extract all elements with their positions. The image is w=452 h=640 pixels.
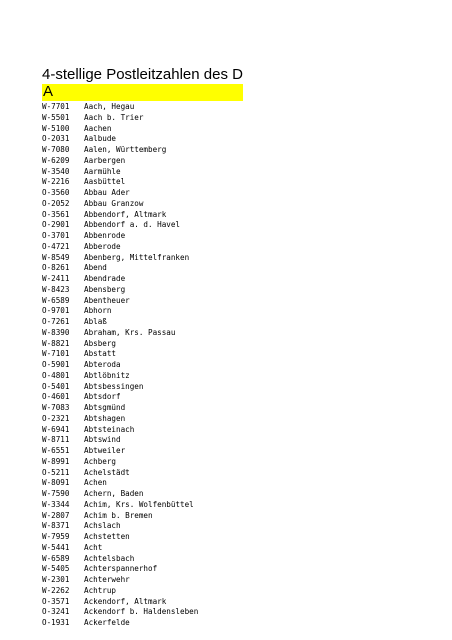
place-name: Abtshagen [84, 413, 126, 423]
postal-code: W-7701 [42, 102, 70, 111]
list-item [42, 167, 198, 178]
list-item [42, 242, 198, 253]
place-name: Acht [84, 542, 103, 552]
place-name: Aach, Hegau [84, 102, 135, 111]
place-name: Achberg [84, 456, 117, 466]
place-name: Abtsdorf [84, 392, 121, 402]
place-name: Abtsgmünd [84, 403, 126, 412]
postal-code: O-2031 [42, 134, 70, 144]
postal-code: W-8711 [42, 435, 70, 445]
postal-code: W-7080 [42, 145, 70, 154]
list-item [42, 371, 198, 382]
list-item [42, 317, 198, 328]
section-letter: A [43, 83, 54, 100]
postal-code: O-3241 [42, 607, 70, 617]
place-name: Abberode [84, 241, 121, 251]
postal-code: W-8371 [42, 521, 70, 531]
postal-code: W-2411 [42, 274, 70, 283]
place-name: Abbendorf a. d. Havel [84, 220, 181, 230]
list-item [42, 253, 198, 264]
place-name: Achen [84, 478, 107, 488]
postal-code: O-2052 [42, 198, 70, 208]
postal-code: W-5100 [42, 123, 70, 133]
postal-code: W-7101 [42, 349, 70, 359]
place-name: Achstetten [84, 532, 130, 541]
list-item [42, 468, 198, 479]
list-item [42, 177, 198, 188]
place-name: Achtelsbach [84, 553, 135, 563]
place-name: Ackendorf b. Haldensleben [84, 607, 199, 617]
place-name: Ackerfelde [84, 618, 130, 627]
place-name: Abhorn [84, 306, 112, 316]
section-letter-bar [42, 84, 243, 101]
list-item [42, 306, 198, 317]
postal-code: O-9701 [42, 306, 70, 316]
list-item [42, 532, 198, 543]
postal-code: W-8091 [42, 478, 70, 488]
postal-code: O-8261 [42, 263, 70, 273]
list-item [42, 145, 198, 156]
place-name: Absberg [84, 338, 117, 348]
postal-code: O-2901 [42, 220, 70, 230]
place-name: Abend [84, 263, 107, 273]
list-item [42, 285, 198, 296]
postal-code: W-2262 [42, 585, 70, 595]
list-item [42, 478, 198, 489]
place-name: Achtrup [84, 585, 117, 595]
postal-code: W-7590 [42, 489, 70, 498]
postal-code: W-6941 [42, 424, 70, 434]
place-name: Abbau Granzow [84, 198, 144, 208]
place-name: Abensberg [84, 284, 126, 294]
postal-code: W-7083 [42, 403, 70, 412]
list-item [42, 446, 198, 457]
place-name: Abraham, Krs. Passau [84, 327, 176, 337]
place-name: Abbau Ader [84, 188, 130, 197]
list-item [42, 414, 198, 425]
list-item [42, 586, 198, 597]
place-name: Achterwehr [84, 575, 130, 584]
postal-code: O-7261 [42, 317, 70, 326]
postal-code: O-3571 [42, 596, 70, 606]
place-name: Aach b. Trier [84, 112, 144, 122]
list-item [42, 607, 198, 618]
place-name: Aarbergen [84, 155, 126, 165]
postal-code: W-2216 [42, 177, 70, 187]
list-item [42, 134, 198, 145]
place-name: Ackendorf, Altmark [84, 596, 167, 606]
list-item [42, 124, 198, 135]
place-name: Aarmühle [84, 166, 121, 176]
place-name: Abstatt [84, 349, 117, 359]
list-item [42, 274, 198, 285]
list-item [42, 457, 198, 468]
postal-code: O-4801 [42, 370, 70, 380]
postal-code: W-5405 [42, 564, 70, 574]
place-name: Abenberg, Mittelfranken [84, 252, 190, 262]
postal-code: W-2807 [42, 510, 70, 520]
place-name: Ablaß [84, 317, 107, 326]
list-item [42, 543, 198, 554]
place-name: Achim b. Bremen [84, 510, 153, 520]
place-name: Aalen, Württemberg [84, 145, 167, 154]
postal-code: W-8390 [42, 327, 70, 337]
postal-code: O-5401 [42, 381, 70, 391]
postal-code: W-8991 [42, 456, 70, 466]
postal-code: W-5501 [42, 112, 70, 122]
place-name: Abbenrode [84, 231, 126, 240]
postal-code: O-3561 [42, 209, 70, 219]
place-name: Achterspannerhof [84, 564, 158, 574]
list-item [42, 564, 198, 575]
place-name: Achim, Krs. Wolfenbüttel [84, 499, 194, 509]
postal-code: O-4601 [42, 392, 70, 402]
postal-code: O-3701 [42, 231, 70, 240]
list-item [42, 511, 198, 522]
list-item [42, 102, 198, 113]
list-item [42, 521, 198, 532]
postal-code: W-6589 [42, 553, 70, 563]
postal-code: O-4721 [42, 241, 70, 251]
list-item [42, 360, 198, 371]
place-name: Abendrade [84, 274, 126, 283]
place-name: Abtswind [84, 435, 121, 445]
postal-code: O-5211 [42, 467, 70, 477]
list-item [42, 199, 198, 210]
list-item [42, 220, 198, 231]
postal-code: W-3540 [42, 166, 70, 176]
postal-code: W-3344 [42, 499, 70, 509]
place-name: Abbendorf, Altmark [84, 209, 167, 219]
list-item [42, 296, 198, 307]
list-item [42, 489, 198, 500]
postal-code: W-2301 [42, 575, 70, 584]
postal-code: W-5441 [42, 542, 70, 552]
list-item [42, 500, 198, 511]
list-item [42, 263, 198, 274]
postal-code: W-8821 [42, 338, 70, 348]
list-item [42, 403, 198, 414]
place-name: Aalbude [84, 134, 117, 144]
place-name: Aasbüttel [84, 177, 126, 187]
place-name: Abtsbessingen [84, 381, 144, 391]
place-name: Abtsteinach [84, 424, 135, 434]
place-name: Achslach [84, 521, 121, 531]
place-name: Abentheuer [84, 295, 130, 305]
list-item [42, 231, 198, 242]
list-item [42, 435, 198, 446]
postal-code: W-8423 [42, 284, 70, 294]
place-name: Achern, Baden [84, 489, 144, 498]
place-name: Abtlöbnitz [84, 370, 130, 380]
list-item [42, 188, 198, 199]
list-item [42, 597, 198, 608]
postal-code: O-1931 [42, 618, 70, 627]
place-name: Abtweiler [84, 446, 126, 455]
postal-code: W-6209 [42, 155, 70, 165]
place-name: Achelstädt [84, 467, 130, 477]
postal-code: W-6589 [42, 295, 70, 305]
list-item [42, 328, 198, 339]
list-item [42, 425, 198, 436]
postal-code: O-2321 [42, 413, 70, 423]
postal-code: W-7959 [42, 532, 70, 541]
list-item [42, 349, 198, 360]
postal-code: W-8549 [42, 252, 70, 262]
postal-code: O-5901 [42, 360, 70, 369]
list-item [42, 382, 198, 393]
list-item [42, 618, 198, 629]
place-name: Aachen [84, 123, 112, 133]
postal-code-list [42, 102, 198, 629]
list-item [42, 210, 198, 221]
page-title: 4-stellige Postleitzahlen des D [42, 66, 243, 83]
list-item [42, 113, 198, 124]
place-name: Abteroda [84, 360, 121, 369]
postal-code: W-6551 [42, 446, 70, 455]
list-item [42, 554, 198, 565]
list-item [42, 392, 198, 403]
list-item [42, 339, 198, 350]
postal-code: O-3560 [42, 188, 70, 197]
list-item [42, 156, 198, 167]
list-item [42, 575, 198, 586]
